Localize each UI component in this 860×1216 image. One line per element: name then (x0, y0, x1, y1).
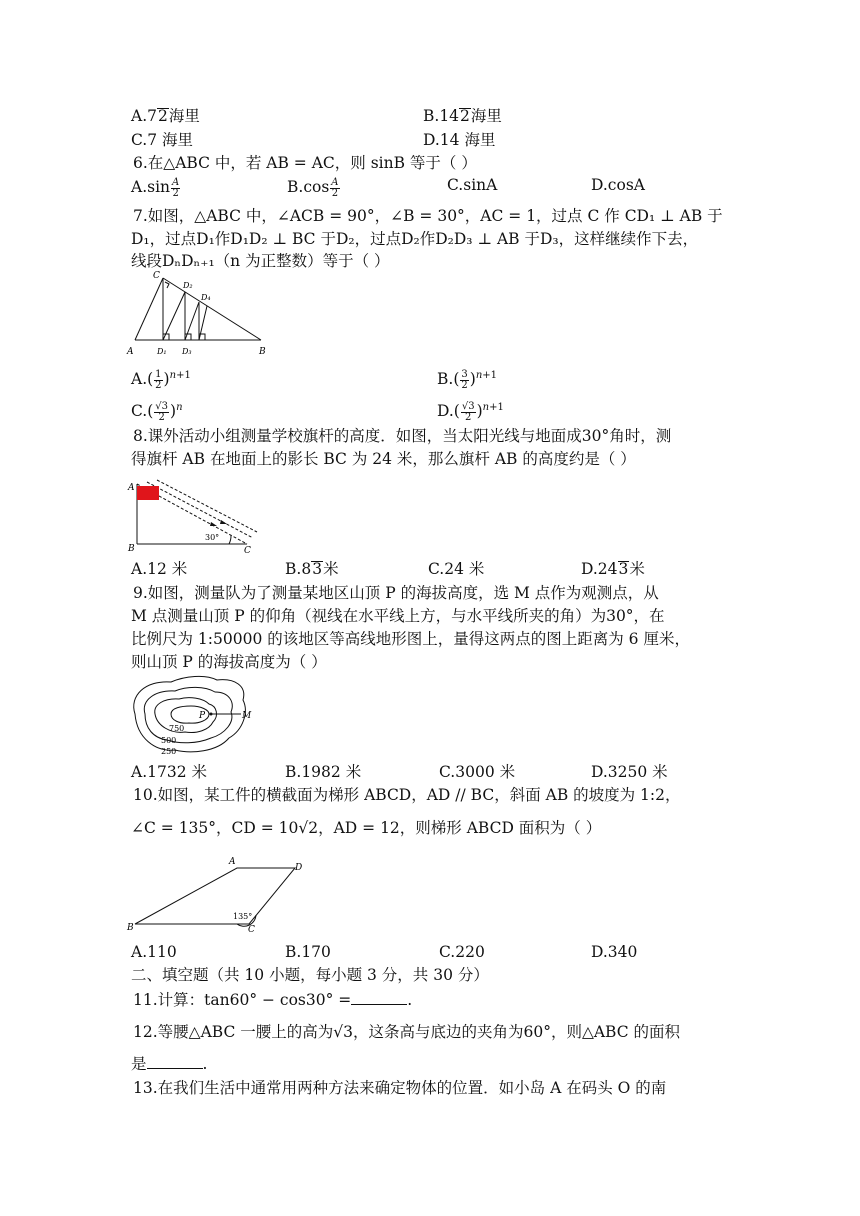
q6-option-b: B.cos $\frac{A}{2}$ (287, 176, 339, 199)
q5-option-b: B.142海里 (423, 107, 502, 125)
q9-contour-750: 750 (169, 724, 185, 733)
q6-option-c: C.sinA (447, 176, 498, 194)
q7-label-d3: D₃ (182, 347, 192, 356)
q9-stem-line4: 则山顶 P 的海拔高度为（ ） (131, 653, 327, 671)
q5-option-d: D.14 海里 (423, 131, 496, 149)
q10-stem-line2: ∠C = 135°，CD = 10√2，AD = 12，则梯形 ABCD 面积为（ ） (131, 819, 602, 837)
q8-red-flag (137, 486, 159, 500)
q8-label-c: C (244, 546, 251, 556)
q12-line2: 是 . (131, 1055, 208, 1073)
q9-stem-line3: 比例尺为 1:50000 的该地区等高线地形图上，量得这两点的图上距离为 6 厘米， (131, 630, 690, 648)
q12-answer-blank[interactable] (147, 1054, 203, 1069)
q5-option-c: C.7 海里 (131, 131, 194, 149)
q9-label-m: M (242, 711, 252, 721)
q7-label-a: A (127, 347, 134, 357)
q8-angle-label: 30° (205, 533, 220, 542)
q12-stem-line1: 12.等腰△ABC 一腰上的高为√3，这条高与底边的夹角为60°，则△ABC 的面积 (133, 1023, 681, 1041)
q10-option-a: A.110 (131, 943, 177, 961)
q10-label-c: C (248, 925, 255, 935)
q9-option-b: B.1982 米 (285, 763, 362, 781)
q9-option-d: D.3250 米 (591, 763, 668, 781)
q7-label-c: C (153, 271, 160, 281)
q7-stem-line3: 线段DₙDₙ₊₁（n 为正整数）等于（ ） (131, 252, 390, 270)
q7-option-c: C.( $\frac{√3}{2}$ )$^n$ (131, 400, 183, 423)
q10-option-d: D.340 (591, 943, 638, 961)
q10-label-d: D (295, 863, 303, 873)
q8-option-d: D.243米 (581, 560, 645, 578)
q9-option-a: A.1732 米 (131, 763, 207, 781)
q7-stem-line1: 7.如图，△ABC 中，∠ACB = 90°，∠B = 30°，AC = 1，过点 C 作 CD₁ ⊥ AB 于 (133, 207, 723, 225)
q10-label-b: B (127, 923, 134, 933)
q6-option-a: A.sin $\frac{A}{2}$ (131, 176, 180, 199)
q7-stem-line2: D₁，过点D₁作D₁D₂ ⊥ BC 于D₂，过点D₂作D₂D₃ ⊥ AB 于D₃，这样继续作下去， (131, 230, 699, 248)
q7-label-d1: D₁ (157, 347, 167, 356)
q7-label-b: B (259, 347, 266, 357)
q7-label-d2: D₂ (183, 281, 193, 290)
q9-contour-map-figure (125, 672, 265, 758)
q9-stem-line1: 9.如图，测量队为了测量某地区山顶 P 的海拔高度，选 M 点作为观测点，从 (133, 584, 659, 602)
q7-option-d: D.( $\frac{√3}{2}$ )$^{n+1}$ (437, 400, 504, 423)
q8-option-a: A.12 米 (131, 560, 188, 578)
q10-label-a: A (229, 857, 236, 867)
q8-label-b: B (128, 544, 135, 554)
q10-trapezoid-figure (125, 852, 310, 936)
q13-stem: 13.在我们生活中通常用两种方法来确定物体的位置．如小岛 A 在码头 O 的南 (133, 1079, 667, 1097)
q11-line: 11.计算：tan60° − cos30° = . (133, 991, 413, 1009)
q11-answer-blank[interactable] (351, 990, 407, 1005)
q6-stem: 6.在△ABC 中，若 AB = AC，则 sinB 等于（ ） (133, 154, 477, 172)
q9-label-p: P (199, 711, 206, 721)
section-2-heading: 二、填空题（共 10 小题，每小题 3 分，共 30 分） (131, 966, 489, 984)
q5-option-a: A.72海里 (131, 107, 200, 125)
q10-option-b: B.170 (285, 943, 331, 961)
q7-option-a: A.( $\frac{1}{2}$ )$^{n+1}$ (131, 368, 191, 391)
q9-stem-line2: M 点测量山顶 P 的仰角（视线在水平线上方，与水平线所夹的角）为30°，在 (131, 607, 665, 625)
q8-stem-line1: 8.课外活动小组测量学校旗杆的高度．如图，当太阳光线与地面成30°角时，测 (133, 427, 672, 445)
q7-triangle-figure (125, 268, 275, 358)
q8-option-b: B.83米 (285, 560, 339, 578)
q8-flagpole-figure (125, 476, 260, 558)
q7-option-b: B.( $\frac{3}{2}$ )$^{n+1}$ (437, 368, 498, 391)
q10-option-c: C.220 (439, 943, 485, 961)
q10-angle-label: 135° (233, 912, 253, 921)
q9-contour-250: 250 (161, 747, 177, 756)
q7-label-d4: D₄ (201, 293, 211, 302)
q10-stem-line1: 10.如图，某工件的横截面为梯形 ABCD，AD // BC，斜面 AB 的坡度为 1:2， (133, 786, 681, 804)
q6-option-d: D.cosA (591, 176, 645, 194)
q11-stem: 11.计算：tan60° − cos30° = (133, 991, 352, 1009)
q8-label-a: A (128, 483, 135, 493)
q8-option-c: C.24 米 (428, 560, 485, 578)
q9-contour-500: 500 (161, 736, 177, 745)
q12-stem-line2: 是 (131, 1055, 147, 1073)
q8-stem-line2: 得旗杆 AB 在地面上的影长 BC 为 24 米，那么旗杆 AB 的高度约是（ ） (131, 450, 636, 468)
q9-option-c: C.3000 米 (439, 763, 516, 781)
